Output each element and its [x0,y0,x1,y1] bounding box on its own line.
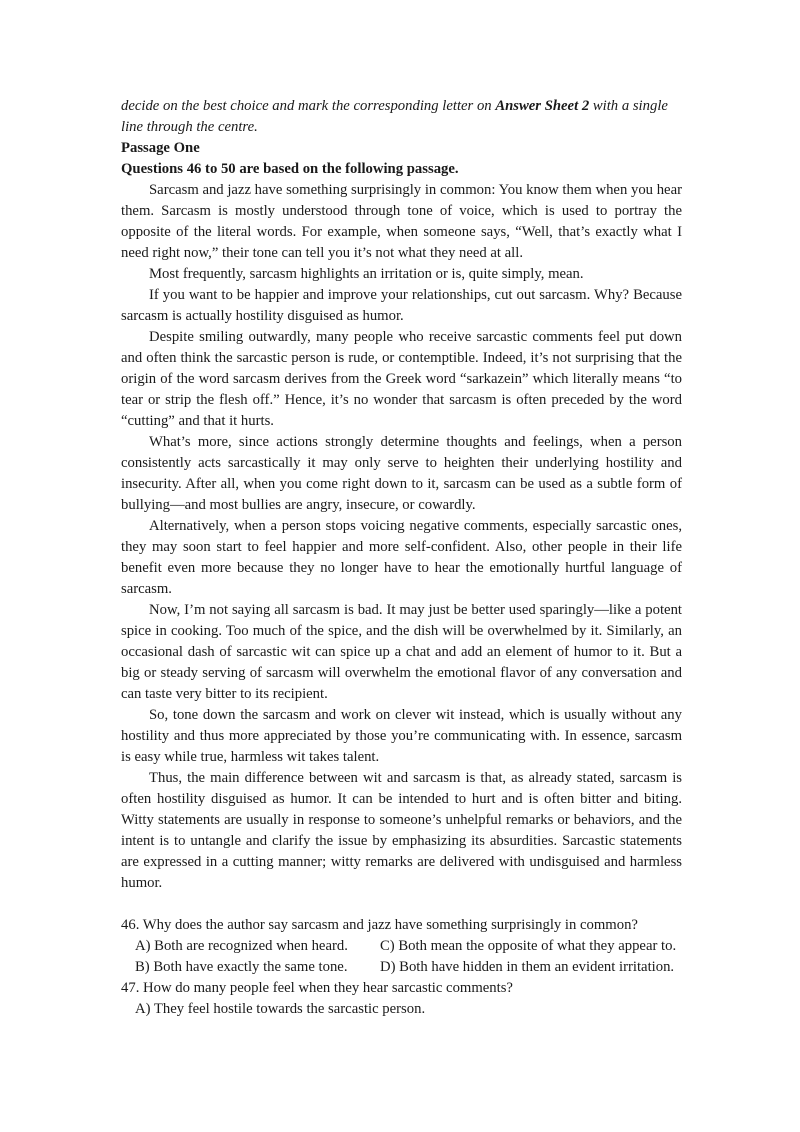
option-a: A) Both are recognized when heard. [135,938,348,954]
options-row [121,936,682,957]
answer-sheet-emphasis: Answer Sheet 2 [495,98,590,114]
passage-body [121,180,682,894]
question-46 [121,915,682,978]
passage-title: Passage One [121,140,200,156]
paragraph: Sarcasm and jazz have something surprisingly in common: You know them when you hear them. Sarcasm is mostly understood through tone of voice, which is used to portray the opposite of the literal words. For example, when someone says, “Well, that’s exactly what I need right now,” their tone can tell you it’s not what they need at all. [121,182,682,261]
option-b: B) Both have exactly the same tone. [135,959,348,975]
instruction-text-before: decide on the best choice and mark the corresponding letter on [121,98,496,114]
paragraph: Most frequently, sarcasm highlights an irritation or is, quite simply, mean. [149,266,584,282]
options-row [121,957,682,978]
option-d: D) Both have hidden in them an evident irritation. [380,959,675,975]
paragraph: Now, I’m not saying all sarcasm is bad. It may just be better used sparingly—like a potent spice in cooking. Too much of the spice, and the dish will be overwhelmed by it. Similarly, an occasional dash of sarcastic wit can spice up a chat and add an element of humor to it. But a big or steady serving of sarcasm will overwhelm the emotional flavor of any conversation and can taste very bitter to its recipient. [121,602,682,702]
questions-section [121,915,682,1020]
passage-subtitle: Questions 46 to 50 are based on the following passage. [121,161,459,177]
paragraph: Alternatively, when a person stops voicing negative comments, especially sarcastic ones, they may soon start to feel happier and more self-confident. Also, other people in their life benefit even more because they no longer have to hear the emotionally hurtful language of sarcasm. [121,518,682,597]
paragraph: Despite smiling outwardly, many people who receive sarcastic comments feel put down and often think the sarcastic person is rude, or contemptible. Indeed, it’s not surprising that the origin of the word sarcasm derives from the Greek word “sarkazein” which literally means “to tear or strip the flesh off.” Hence, it’s no wonder that sarcasm is often preceded by the word “cutting” and that it hurts. [121,329,682,429]
instruction-text-after: with a single line through the centre. [121,98,668,135]
paragraph: What’s more, since actions strongly determine thoughts and feelings, when a person consistently acts sarcastically it may only serve to heighten their underlying hostility and insecurity. After all, when you come right down to it, sarcasm can be used as a subtle form of bullying—and most bullies are angry, insecure, or cowardly. [121,434,682,513]
question-stem: 46. Why does the author say sarcasm and jazz have something surprisingly in common? [121,917,638,933]
option-a: A) They feel hostile towards the sarcastic person. [135,1001,426,1017]
paragraph: If you want to be happier and improve your relationships, cut out sarcasm. Why? Because sarcasm is actually hostility disguised as humor. [121,287,682,324]
instruction-text [121,96,682,138]
paragraph: So, tone down the sarcasm and work on clever wit instead, which is usually without any hostility and thus more appreciated by those you’re communicating with. In essence, sarcasm is easy while true, harmless wit takes talent. [121,707,682,765]
option-c: C) Both mean the opposite of what they appear to. [380,938,677,954]
question-47 [121,978,682,1020]
paragraph: Thus, the main difference between wit and sarcasm is that, as already stated, sarcasm is often hostility disguised as humor. It can be intended to hurt and is often bitter and biting. Witty statements are usually in response to someone’s unhelpful remarks or behaviors, and the intent is to untangle and clarify the issue by emphasizing its absurdities. Sarcastic statements are expressed in a cutting manner; witty remarks are delivered with undisguised and harmless humor. [121,770,682,891]
question-stem: 47. How do many people feel when they hear sarcastic comments? [121,980,513,996]
